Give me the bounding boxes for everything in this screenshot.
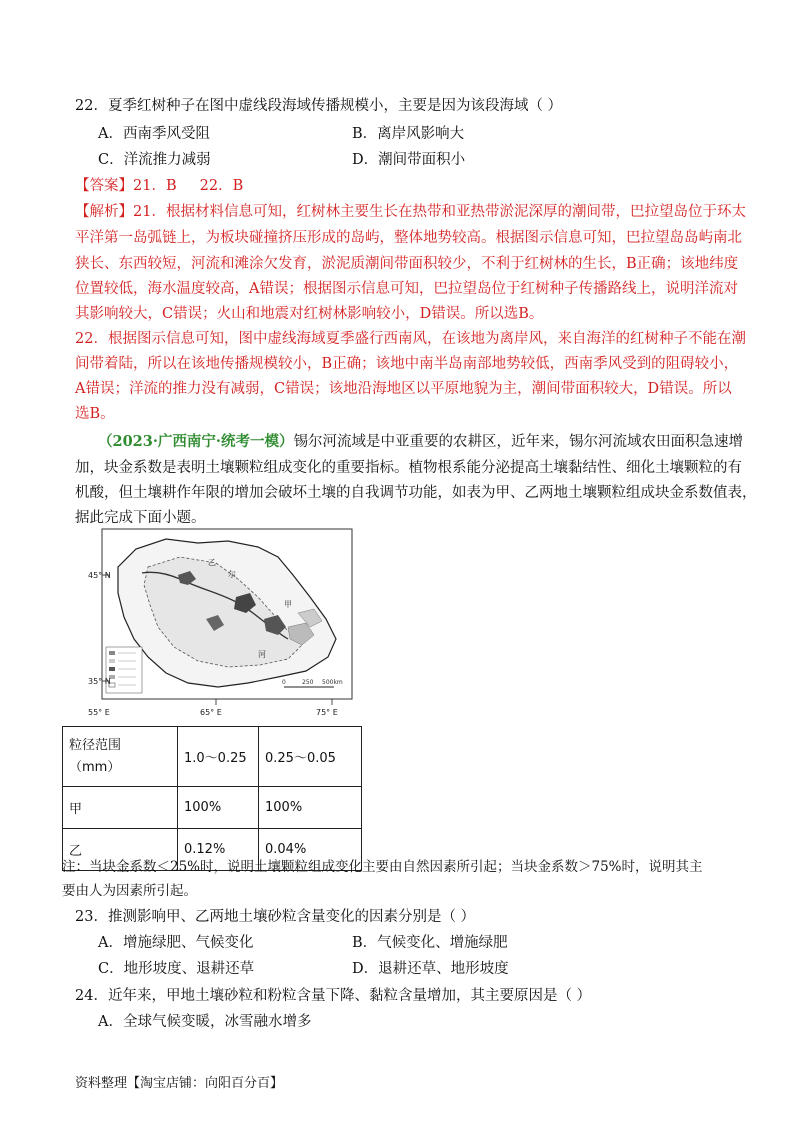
analysis22-line-1: 22．根据图示信息可知，图中虚线海域夏季盛行西南风，在该地为离岸风，来自海洋的红树种子不能在潮 [75,331,746,347]
table-row [63,787,362,829]
svg-text:500km: 500km [322,679,343,686]
analysis-line-2: 平洋第一岛弧链上，为板块碰撞挤压形成的岛屿，整体地势较高。根据图示信息可知，巴拉望岛岛屿南北 [75,230,742,246]
table-row-name: 甲 [63,787,178,829]
table-row-name: 乙 [63,829,178,871]
map-label-yi: 乙 [208,558,216,567]
legend-swatch [109,651,115,655]
svg-text:0: 0 [282,679,286,686]
table-cell: 100% [178,787,259,829]
table-cell: 100% [259,787,362,829]
map-label-jia: 甲 [284,600,292,609]
q22-option-c: C．洋流推力减弱 [98,152,211,168]
map-figure [88,527,356,719]
table-header-col1: 1.0～0.25 [178,727,259,787]
material-source: （2023·广西南宁·统考一模） [98,433,294,450]
analysis-line-5: 其影响较大，C错误；火山和地震对红树林影响较小，D错误。所以选B。 [75,306,544,322]
legend-swatch [109,659,115,663]
analysis22-line-4: 选B。 [75,406,115,422]
answer-label: 【答案】 [75,178,133,194]
material-line-1: （2023·广西南宁·统考一模）锡尔河流域是中亚重要的农耕区，近年来，锡尔河流域农田面积急速增 [98,433,743,450]
svg-text:250: 250 [302,679,314,686]
q22-option-b: B．离岸风影响大 [352,126,465,142]
analysis22-line-2: 间带着陆，所以在该地传播规模较小，B正确；该地中南半岛南部地势较低，西南季风受到的阻碍较小， [75,356,739,372]
analysis-line-4: 位置较低，海水温度较高，A错误；根据图示信息可知，巴拉望岛位于红树种子传播路线上，说明洋流对 [75,281,738,297]
analysis-line-1: 【解析】21．根据材料信息可知，红树林主要生长在热带和亚热带淤泥深厚的潮间带，巴拉望岛位于环太 [75,204,746,220]
material-line-4: 据此完成下面小题。 [75,510,206,526]
table-cell: 0.12% [178,829,259,871]
legend-swatch [109,667,115,671]
lon-75-label: 75° E [316,708,338,717]
q22-option-d: D．潮间带面积小 [352,152,466,168]
soil-coefficient-table [62,726,362,871]
map-label-river2: 河 [258,650,266,659]
syr-darya-map [88,527,356,719]
table-cell: 0.04% [259,829,362,871]
lat-35-label: 35° N [88,677,111,686]
q23-option-c: C．地形坡度、退耕还草 [98,961,255,977]
q24-stem: 24．近年来，甲地土壤砂粒和粉粒含量下降、黏粒含量增加，其主要原因是（ ） [75,988,592,1004]
analysis-line-3: 狭长、东西较短，河流和滩涂欠发育，淤泥质潮间带面积较少，不利于红树林的生长，B正确；该地纬度 [75,256,739,272]
table-header-row [63,727,362,787]
table-note-line-2: 要由人为因素所引起。 [62,883,197,899]
analysis-label: 【解析】 [75,204,133,220]
material-line-3: 机酸，但土壤耕作年限的增加会破坏土壤的自我调节功能，如表为甲、乙两地土壤颗粒组成块金系数值表， [75,485,757,501]
answer-text: 21．B 22．B [133,178,244,194]
q23-stem: 23．推测影响甲、乙两地土壤砂粒含量变化的因素分别是（ ） [75,909,476,925]
q22-option-a: A．西南季风受阻 [98,126,210,142]
q23-option-d: D．退耕还草、地形坡度 [352,961,509,977]
answer-line [75,176,243,196]
map-label-river1: 尔 [228,570,236,579]
lon-65-label: 65° E [200,708,222,717]
q24-option-a: A．全球气候变暖，冰雪融水增多 [98,1014,312,1030]
lon-55-label: 55° E [88,708,110,717]
lat-45-label: 45° N [88,571,111,580]
q22-stem: 22．夏季红树种子在图中虚线段海域传播规模小，主要是因为该段海域（ ） [75,98,563,114]
page-footer: 资料整理【淘宝店铺：向阳百分百】 [75,1076,284,1091]
table-header-col2: 0.25～0.05 [259,727,362,787]
material-line-2: 加，块金系数是表明土壤颗粒组成变化的重要指标。植物根系能分泌提高土壤黏结性、细化土壤颗粒的有 [75,460,742,476]
q23-option-a: A．增施绿肥、气候变化 [98,935,254,951]
analysis22-line-3: A错误；洋流的推力没有减弱，C错误；该地沿海地区以平原地貌为主，潮间带面积较大，D错误。所以 [75,381,732,397]
table-note-line-1: 注：当块金系数＜25%时，说明土壤颗粒组成变化主要由自然因素所引起；当块金系数＞75%时，说明其主 [62,859,703,875]
q23-option-b: B．气候变化、增施绿肥 [352,935,508,951]
table-header-label: 粒径范围 （mm） [63,727,178,787]
